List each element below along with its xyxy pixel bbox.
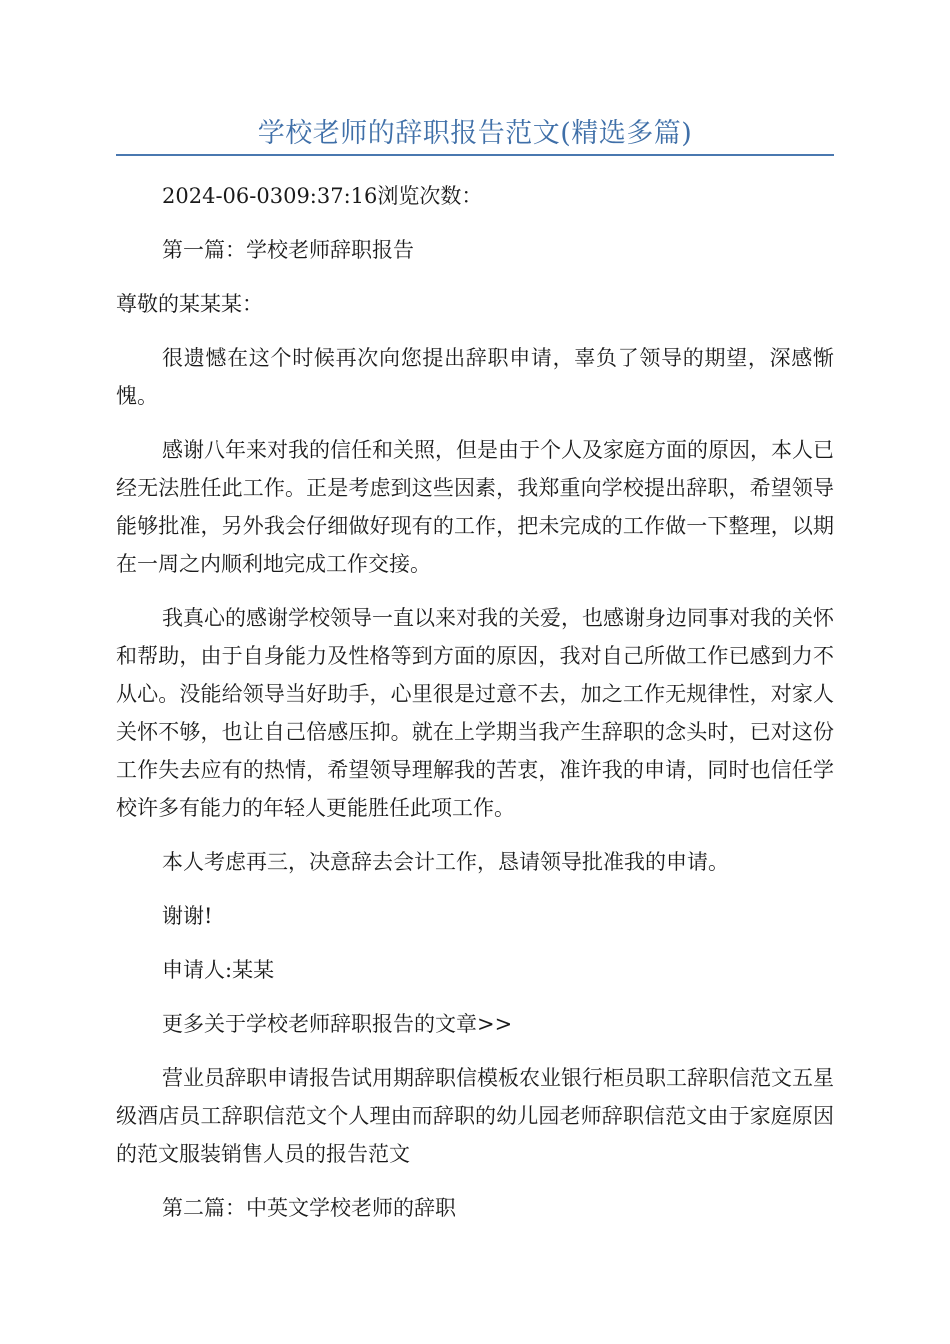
body-paragraph: 本人考虑再三，决意辞去会计工作，恳请领导批准我的申请。 <box>162 850 729 874</box>
title-underline <box>116 154 834 156</box>
salutation: 尊敬的某某某： <box>116 292 263 316</box>
body-paragraph: 感谢八年来对我的信任和关照，但是由于个人及家庭方面的原因，本人已经无法胜任此工作。正是考虑到这些因素，我郑重向学校提出辞职，希望领导能够批准，另外我会仔细做好现有的工作，把未完成的工作做一下整理，以期在一周之内顺利地完成工作交接。 <box>116 438 834 576</box>
section-heading-2: 第二篇：中英文学校老师的辞职 <box>162 1196 456 1220</box>
more-articles-link[interactable]: 更多关于学校老师辞职报告的文章>> <box>162 1012 513 1036</box>
section-heading-1: 第一篇：学校老师辞职报告 <box>162 238 414 262</box>
thanks-line: 谢谢! <box>162 904 213 928</box>
body-paragraph: 很遗憾在这个时候再次向您提出辞职申请，辜负了领导的期望，深感惭愧。 <box>116 346 834 408</box>
related-articles: 营业员辞职申请报告试用期辞职信模板农业银行柜员职工辞职信范文五星级酒店员工辞职信范文个人理由而辞职的幼儿园老师辞职信范文由于家庭原因的范文服装销售人员的报告范文 <box>116 1066 834 1166</box>
body-paragraph: 我真心的感谢学校领导一直以来对我的关爱，也感谢身边同事对我的关怀和帮助，由于自身能力及性格等到方面的原因，我对自己所做工作已感到力不从心。没能给领导当好助手，心里很是过意不去，加之工作无规律性，对家人关怀不够，也让自己倍感压抑。就在上学期当我产生辞职的念头时，已对这份工作失去应有的热情，希望领导理解我的苦衷，准许我的申请，同时也信任学校许多有能力的年轻人更能胜任此项工作。 <box>116 606 834 820</box>
document-body <box>116 177 834 1243</box>
signature-line: 申请人:某某 <box>162 958 275 982</box>
meta-line: 2024-06-0309:37:16浏览次数： <box>162 184 483 208</box>
document-title: 学校老师的辞职报告范文(精选多篇) <box>257 118 693 149</box>
